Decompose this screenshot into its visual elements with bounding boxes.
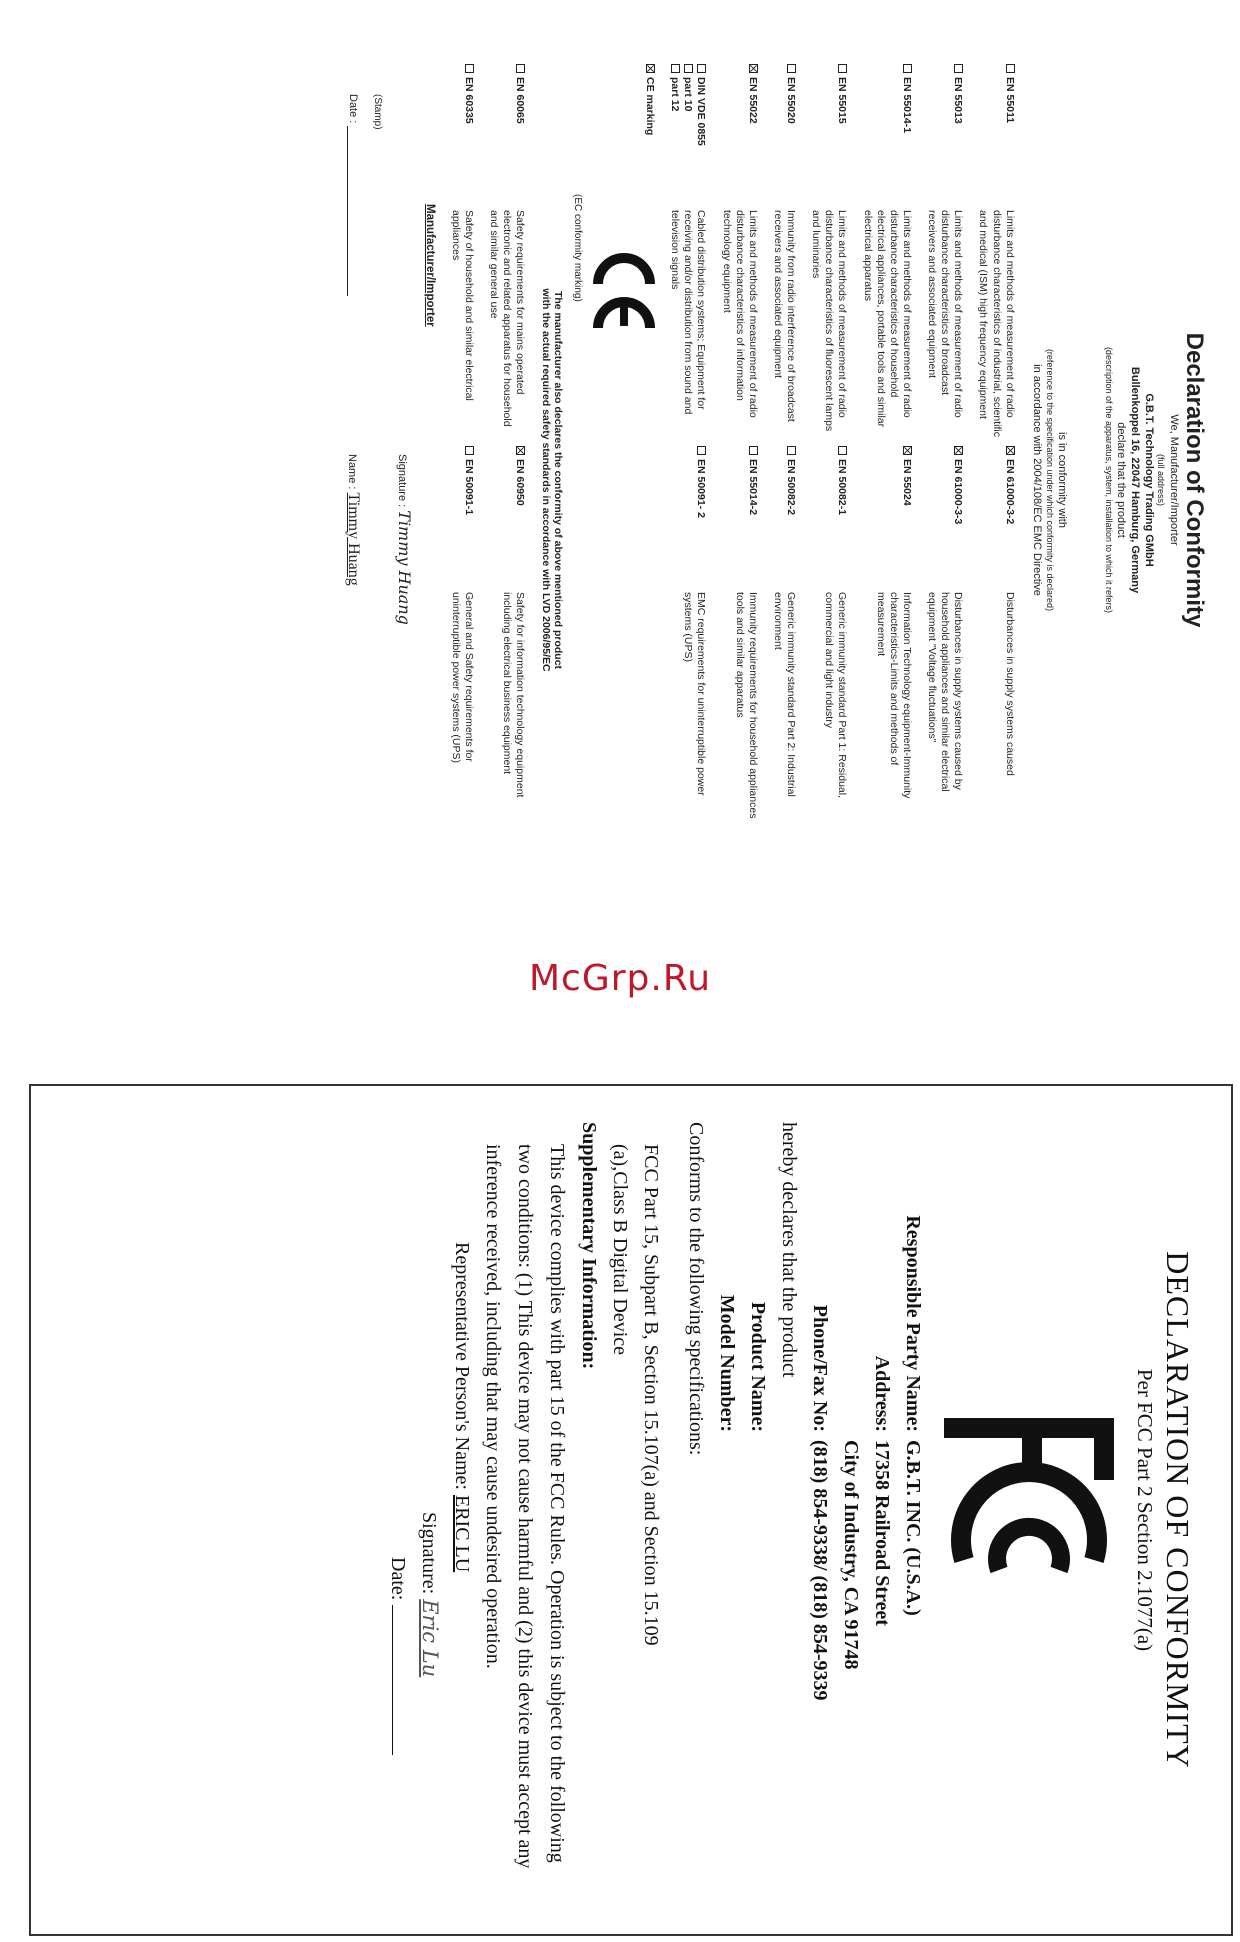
standard-desc: Disturbances in supply systems caused by household appliances and similar electrical equipment "Voltage fluctuations" xyxy=(926,592,965,792)
phone-row xyxy=(804,1122,835,1898)
table-row xyxy=(437,64,475,828)
standard-code: EN 60065 xyxy=(514,77,527,124)
standard-code: EN 55022 xyxy=(746,77,759,124)
address-value: 17358 Railroad Street xyxy=(871,1440,893,1626)
standard-code: DIN VDE 0855 xyxy=(695,77,708,146)
standard-desc: EMC requirements for uninterruptible power systems (UPS) xyxy=(682,592,708,796)
checkbox[interactable] xyxy=(465,446,474,455)
name-label: Name : xyxy=(346,454,359,490)
standard-desc: Safety of household and similar electrical appliances xyxy=(449,210,475,401)
model-number-row xyxy=(711,1122,742,1898)
standard-code: EN 55011 xyxy=(1003,77,1016,124)
responsible-party-value: G.B.T. INC. (U.S.A.) xyxy=(902,1440,924,1616)
standard-code: EN 50082-1 xyxy=(836,459,849,516)
checkbox[interactable] xyxy=(698,446,707,455)
signature-image: Eric Lu xyxy=(418,1599,442,1678)
eu-signature-area xyxy=(396,94,415,906)
standard-code: EN 55013 xyxy=(952,77,965,124)
lvd-statement xyxy=(540,54,564,906)
responsible-party-label: Responsible Party Name: xyxy=(902,1215,924,1432)
table-row xyxy=(759,64,797,828)
checkbox[interactable] xyxy=(954,64,963,73)
checkbox[interactable] xyxy=(787,446,796,455)
standard-desc: Safety requirements for mains operated electronic and related apparatus for household and similar general use xyxy=(487,210,527,427)
standard-code: EN 55015 xyxy=(836,77,849,124)
checkbox[interactable] xyxy=(903,446,912,455)
name-value: Timmy Huang xyxy=(345,492,363,586)
checkbox[interactable] xyxy=(516,446,525,455)
checkbox[interactable] xyxy=(749,446,758,455)
model-number-label: Model Number: xyxy=(716,1294,738,1432)
standard-code: EN 61000-3-3 xyxy=(952,459,965,525)
standard-code: EN 55014-1 xyxy=(901,77,913,134)
lvd-line: The manufacturer also declares the conformity of above mentioned product xyxy=(552,290,565,670)
date-line xyxy=(348,126,363,296)
standard-desc: Disturbances in supply systems caused xyxy=(1003,592,1016,776)
standard-desc: Limits and methods of measurement of radio disturbance characteristics of fluorescent lamps and luminaries xyxy=(810,210,849,432)
date-line xyxy=(392,1605,411,1755)
standard-desc: Safety for information technology equipment including electrical business equipment xyxy=(501,592,527,798)
standard-code: EN 55024 xyxy=(901,459,913,506)
checkbox[interactable] xyxy=(1006,64,1015,73)
signature-label: Signature : xyxy=(396,454,409,508)
supplementary-text: This device complies with part 15 of the FCC Rules. Operation is subject to the following two conditions: (1) This device may not cause harmful and (2) this device must accept any inference received, including that may cause undesired operation. xyxy=(482,1144,568,1869)
eu-conformity-line: (reference to the specification under which conformity is declared) xyxy=(1044,348,1055,612)
standard-desc: Limits and methods of measurement of radio disturbance characteristics of industrial, scientific and medical (ISM) high frequency equipment xyxy=(977,210,1016,438)
checkbox[interactable] xyxy=(749,64,758,73)
standard-desc: Information Technology equipment-Immunity characteristics-Limits and methods of measurement xyxy=(874,592,913,799)
manufacturer-importer-label: Manufacturer/Importer xyxy=(424,204,437,327)
eu-conformity-line: is in conformity with xyxy=(1056,432,1069,528)
standard-desc: Generic immunity standard Part 2: Industrial environment xyxy=(772,592,798,797)
checkbox[interactable] xyxy=(684,64,693,73)
eu-standards-table xyxy=(656,64,1016,828)
checkbox[interactable] xyxy=(1006,446,1015,455)
standard-code: EN 60950 xyxy=(514,459,527,506)
table-row xyxy=(708,64,759,828)
eu-title: Declaration of Conformity xyxy=(1181,332,1208,628)
eu-declaration xyxy=(10,30,1240,930)
stamp-label: (Stamp) xyxy=(372,94,384,130)
standard-desc: General and Safety requirements for uninterruptible power systems (UPS) xyxy=(449,592,475,763)
phone-value: (818) 854-9338/ (818) 854-9339 xyxy=(809,1440,831,1701)
table-row xyxy=(797,64,848,828)
eu-company-address: Bullenkoppel 16, 22047 Hamburg, Germany xyxy=(1129,366,1142,594)
standard-code-part: part 12 xyxy=(669,77,682,112)
signature-image: Timmy Huang xyxy=(395,510,415,625)
fcc-subtitle: Per FCC Part 2 Section 2.1077(a) xyxy=(1133,1368,1157,1652)
checkbox[interactable] xyxy=(516,64,525,73)
eu-header xyxy=(1030,54,1180,906)
standard-code: EN 50091- 2 xyxy=(695,459,708,518)
table-row xyxy=(475,64,526,828)
standard-code: EN 50091-1 xyxy=(462,459,475,516)
ce-caption: (EC conformity marking) xyxy=(572,194,584,302)
ce-marking-row xyxy=(587,64,656,906)
signature-label: Signature: xyxy=(418,1512,440,1595)
fcc-declaration xyxy=(38,1092,1224,1928)
standard-desc: Limits and methods of measurement of radio disturbance characteristics of information technology equipment xyxy=(720,210,759,418)
city-row xyxy=(835,1122,866,1898)
table-row xyxy=(964,64,1015,828)
standard-code: EN 55020 xyxy=(785,77,798,124)
date-label: Date : xyxy=(347,94,360,124)
standard-code: EN 61000-3-2 xyxy=(1003,459,1016,525)
table-row xyxy=(656,64,707,828)
standard-desc: Cabled distribution systems; Equipment for receiving and/or distribution from sound and television signals xyxy=(669,210,708,415)
table-row xyxy=(913,64,964,828)
standard-code: EN 60335 xyxy=(462,77,475,124)
date-row xyxy=(382,1122,413,1898)
eu-header-line: (description of the apparatus, system, installation to which it refers) xyxy=(1103,346,1114,614)
checkbox[interactable] xyxy=(646,64,655,73)
fcc-logo-icon xyxy=(934,1410,1124,1610)
standard-desc: Limits and methods of measurement of radio disturbance characteristics of household electrical appliances, portable tools and similar electrical apparatus xyxy=(861,210,913,428)
checkbox[interactable] xyxy=(839,446,848,455)
ce-logo-icon xyxy=(592,244,656,334)
phone-label: Phone/Fax No: xyxy=(809,1304,831,1432)
representative-row xyxy=(446,1122,477,1898)
checkbox[interactable] xyxy=(465,64,474,73)
checkbox[interactable] xyxy=(954,446,963,455)
standard-desc: Immunity from radio interference of broadcast receivers and associated equipment xyxy=(772,210,798,422)
eu-header-line: (full address) xyxy=(1156,453,1167,507)
signature-row xyxy=(413,1122,446,1898)
product-name-row xyxy=(742,1122,773,1898)
standard-code: EN 50082-2 xyxy=(785,459,798,516)
eu-header-line: declare that the product xyxy=(1115,422,1128,538)
product-name-label: Product Name: xyxy=(747,1301,769,1432)
representative-label: Representative Person's Name: xyxy=(451,1242,473,1490)
checkbox[interactable] xyxy=(839,64,848,73)
responsible-party-row xyxy=(897,1122,928,1898)
checkbox[interactable] xyxy=(903,64,912,73)
spec-line: FCC Part 15, Subpart B, Section 15.107(a) and Section 15.109 xyxy=(640,1144,662,1646)
checkbox[interactable] xyxy=(698,64,707,73)
standard-desc: Immunity requirements for household appliances tools and similar apparatus xyxy=(733,592,759,819)
checkbox[interactable] xyxy=(671,64,680,73)
fcc-title: DECLARATION OF CONFORMITY xyxy=(1160,1251,1196,1769)
date-label: Date: xyxy=(387,1557,409,1601)
eu-conformity-line: in accordance with 2004/108/EC EMC Directive xyxy=(1031,364,1044,596)
spec-line: (a),Class B Digital Device xyxy=(609,1144,631,1356)
standard-desc: Limits and methods of measurement of radio disturbance characteristics of broadcast receivers and associated equipment xyxy=(926,210,965,418)
watermark: McGrp.Ru xyxy=(528,958,712,999)
supplementary-label: Supplementary Information: xyxy=(578,1122,600,1370)
standard-code: EN 55014-2 xyxy=(746,459,759,516)
eu-company-name: G.B.T. Technology Trading GMbH xyxy=(1143,393,1155,567)
address-row xyxy=(866,1122,897,1898)
eu-date-name-row xyxy=(345,94,363,906)
declares-text: hereby declares that the product xyxy=(778,1122,800,1378)
standard-code-part: part 10 xyxy=(682,77,695,112)
city-value: City of Industry, CA 91748 xyxy=(840,1440,862,1670)
ce-marking-label: CE marking xyxy=(644,77,657,136)
lvd-line: with the actual required safety standards in accordance with LVD 2006/95/EC xyxy=(540,288,553,672)
eu-header-line: We, Manufacturer/Importer xyxy=(1168,414,1180,546)
conforms-text: Conforms to the following specifications: xyxy=(685,1122,707,1456)
eu-safety-table xyxy=(437,64,527,828)
representative-value: ERIC LU xyxy=(451,1494,473,1573)
standard-desc: Generic immunity standard Part 1: Residual, commercial and light industry xyxy=(823,592,849,799)
table-row xyxy=(849,64,914,828)
checkbox[interactable] xyxy=(787,64,796,73)
address-label: Address: xyxy=(871,1355,893,1432)
